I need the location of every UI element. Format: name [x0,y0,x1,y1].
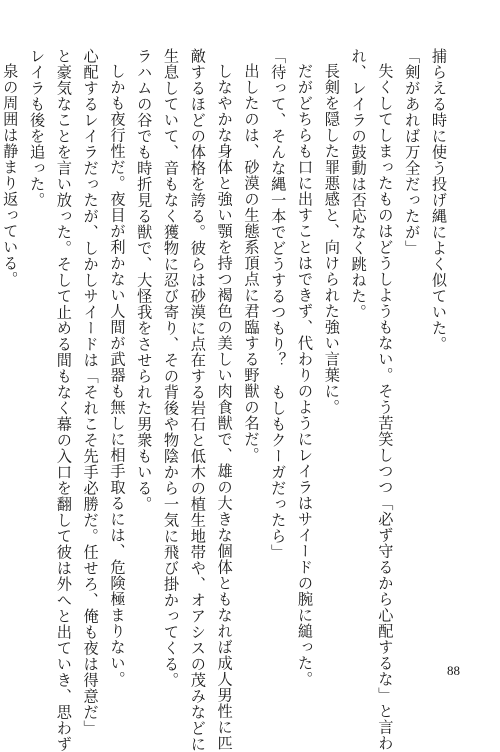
text-line: しかも夜行性だ。夜目が利かない人間が武器も無しに相手取るには、危険極まりない。 [108,63,127,688]
text-line: 泉の周囲は静まり返っている。 [1,63,20,288]
text-line: 「待って、そんな縄一本でどうするつもり？ もしもクーガだったら」 [269,48,288,560]
text-line: 「剣があれば万全だったが」 [403,48,422,256]
text-line: と豪気なことを言い放った。そして止める間もなく幕の入口を翻して彼は外へと出ていき、思わず [54,48,73,752]
page-number: 88 [447,663,460,678]
text-line: 心配するレイラだったが、しかしサイードは「それこそ先手必勝だ。任せろ、俺も夜は得意だ」 [81,48,100,736]
text-line: 捕らえる時に使う投げ縄によく似ていた。 [430,48,448,352]
text-line: レイラも後を追った。 [28,48,47,208]
text-line: しなやかな身体と強い顎を持つ褐色の美しい肉食獣で、雄の大きな個体ともなれば成人男性に匹 [215,63,234,752]
text-line: 長剣を隠した罪悪感と、向けられた強い言葉に。 [322,63,341,416]
text-line: れ、レイラの鼓動は否応なく跳ねた。 [349,48,368,320]
text-line: 敵するほどの体格を誇る。彼らは砂漠に点在する岩石と低木の植生地帯や、オアシスの茂みなどに [188,48,207,752]
text-line: 生息していて、音もなく獲物に忍び寄り、その背後や物陰から一気に飛び掛かってくる。 [162,48,181,688]
text-line: ラハムの谷でも時折見る獣で、大怪我をさせられた男衆もいる。 [135,48,154,512]
text-line: だがどちらも口に出すことはできず、代わりのようにレイラはサイードの腕に縋った。 [296,63,315,688]
body-text [1,48,452,752]
text-line: 失くしてしまったものはどうしようもない。そう苦笑しつつ「必ず守るから心配するな」と言わ [376,63,395,752]
text-line: 出したのは、砂漠の生態系頂点に君臨する野獣の名だ。 [242,63,261,464]
